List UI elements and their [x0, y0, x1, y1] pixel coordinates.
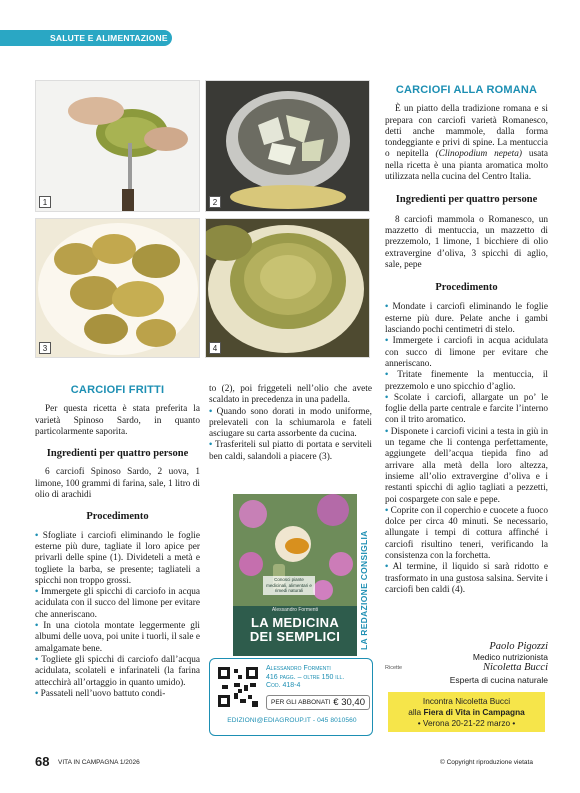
- fritti-column: [35, 385, 200, 700]
- photo-4-image: [206, 219, 370, 358]
- romana-step: • Scolate i carciofi, allargate un po’ le foglie della parte centrale e farcite l’interno con il trito aromatico.: [385, 392, 548, 426]
- photo-2-image: [206, 81, 370, 212]
- romana-step: • Coprite con il coperchio e cuocete a fuoco dolce per circa 40 minuti. Se necessario, allungate i tempi di cottura affinché i carciofi risultino teneri, verificando la consistenza con la forchetta.: [385, 505, 549, 561]
- book-price: € 30,40: [333, 697, 365, 708]
- romana-step: • Al termine, il liquido si sarà ridotto e trasformato in una gustosa salsina. Servite i carciofi ben caldi (4).: [385, 562, 548, 595]
- fritti-title: CARCIOFI FRITTI: [70, 384, 165, 396]
- photo-number: 2: [209, 196, 221, 208]
- romana-ingredients: 8 carciofi mammola o Romanesco, un mazzetto di mentuccia, un mazzetto di prezzemolo, 1 limone, 1 bicchiere di olio extravergine d’oliva, 3 spicchi di aglio, sale, pepe: [385, 214, 548, 270]
- photo-1-image: [36, 81, 200, 212]
- book-contact[interactable]: EDIZIONI@EDIAGROUP.IT - 045 8010560: [227, 717, 357, 724]
- fritti-step: • Quando sono dorati in modo uniforme, prelevateli con la schiumarola e fateli asciugare su carta assorbente da cucina.: [209, 406, 372, 440]
- author-role-1: Medico nutrizionista: [472, 652, 548, 662]
- book-cover-blurb: Conosci piante medicinali, alimentari e rimedi naturali: [263, 576, 315, 595]
- event-line-3: • Verona 20-21-22 marzo •: [417, 718, 516, 728]
- romana-step: • Disponete i carciofi vicini a testa in giù in un tegame che li contenga perfettamente, aggiungete dell’acqua tiepida fino ad arrivare alla metà della loro altezza, insieme all’olio extravergine d’oliva e i restanti spicchi di aglio tagliati a pezzetti, poi cospargete con sale e pepe.: [385, 426, 549, 505]
- author-name-1: Paolo Pigozzi: [489, 641, 548, 652]
- fritti-column-continued: [209, 384, 372, 463]
- photo-3-image: [36, 219, 200, 358]
- fritti-step: • Togliete gli spicchi di carciofo dall’acqua acidulata, scolateli e infarinateli (la farina attecchirà all’ortaggio in quanto umido).: [35, 654, 201, 688]
- book-cover-title: LA MEDICINA DEI SEMPLICI: [249, 615, 341, 644]
- book-cover-author: Alessandro Formenti: [271, 607, 319, 613]
- qr-code[interactable]: [216, 665, 260, 709]
- fritti-ingredients-title: Ingredienti per quattro persone: [46, 448, 189, 460]
- event-box[interactable]: [388, 692, 545, 732]
- photo-3: [35, 218, 200, 358]
- fritti-step: • Passateli nell’uovo battuto condi-: [35, 688, 166, 699]
- book-subscribers-label: PER GLI ABBONATI: [271, 699, 331, 706]
- romana-ingredients-title: Ingredienti per quattro persone: [395, 194, 538, 206]
- fritti-step: • Immergete gli spicchi di carciofo in acqua acidulata con il succo del limone per evitare che anneriscano.: [35, 587, 200, 620]
- book-cover[interactable]: [233, 494, 357, 656]
- fritti-step: • Sfogliate i carciofi eliminando le foglie esterne più dure, tagliate il loro apice per privarli delle spine (1). Divideteli a metà e togliete la barba, se presente; tagliateli a spicchi non troppo grossi.: [35, 530, 200, 586]
- romana-step: • Mondate i carciofi eliminando le foglie esterne più dure. Pelate anche i gambi lasciando pochi centimetri di stelo.: [385, 302, 548, 336]
- book-price-row: [266, 695, 370, 710]
- book-info-box: [209, 658, 373, 736]
- copyright-notice: © Copyright riproduzione vietata: [440, 759, 533, 766]
- book-details: Alessandro Formenti 416 pagg. – oltre 150 ill. Cod. 418-4: [266, 665, 345, 689]
- photo-4: [205, 218, 370, 358]
- section-tab: SALUTE E ALIMENTAZIONE: [0, 30, 172, 46]
- author-2-row: [385, 662, 548, 675]
- romana-intro: È un piatto della tradizione romana e si prepara con carciofi varietà Romanesco, detti anche mammole, dalla forma tondeggiante e privi di spine. La mentuccia o nepitella (Clinopodium nepeta) usata nella ricetta è una pianta aromatica molto utilizzata nella cucina del Centro Italia.: [385, 104, 548, 183]
- romana-step: • Tritate finemente la mentuccia, il prezzemolo e uno spicchio d’aglio.: [385, 370, 548, 392]
- romana-title: CARCIOFI ALLA ROMANA: [395, 84, 538, 96]
- fritti-step: to (2), poi friggeteli nell’olio che avete scaldato in precedenza in una padella.: [209, 384, 372, 406]
- photo-number: 4: [209, 342, 221, 354]
- event-line-2: alla Fiera di Vita in Campagna: [408, 707, 525, 717]
- book-promo: [205, 490, 377, 736]
- fritti-ingredients: 6 carciofi Spinoso Sardo, 2 uova, 1 limone, 100 grammi di farina, sale, 1 litro di olio di arachidi: [35, 467, 200, 501]
- photo-number: 3: [39, 342, 51, 354]
- fritti-step: • In una ciotola montate leggermente gli albumi delle uova, poi unite i tuorli, il sale e amalgamate bene.: [35, 621, 201, 654]
- author-signatures: [385, 641, 548, 685]
- photo-1: [35, 80, 200, 212]
- romana-procedure-title: Procedimento: [435, 282, 498, 294]
- fritti-procedure-title: Procedimento: [86, 511, 149, 523]
- romana-column: [385, 85, 548, 596]
- event-line-1: Incontra Nicoletta Bucci: [422, 696, 511, 706]
- author-label-2: Ricette: [385, 665, 403, 671]
- fritti-intro: Per questa ricetta è stata preferita la varietà Spinoso Sardo, in quanto particolarmente saporita.: [35, 404, 200, 437]
- page-number: 68: [35, 754, 50, 769]
- author-name-2: Nicoletta Bucci: [482, 662, 548, 673]
- fritti-step: • Trasferiteli sul piatto di portata e serviteli ben caldi, salandoli a piacere (3).: [209, 440, 373, 462]
- photo-2: [205, 80, 370, 212]
- romana-step: • Immergete i carciofi in acqua acidulata con succo di limone per evitare che anneriscano.: [385, 336, 548, 369]
- author-role-2: Esperta di cucina naturale: [449, 675, 548, 685]
- book-side-label: LA REDAZIONE CONSIGLIA: [359, 530, 369, 650]
- magazine-issue: VITA IN CAMPAGNA 1/2026: [58, 759, 140, 766]
- photo-number: 1: [39, 196, 51, 208]
